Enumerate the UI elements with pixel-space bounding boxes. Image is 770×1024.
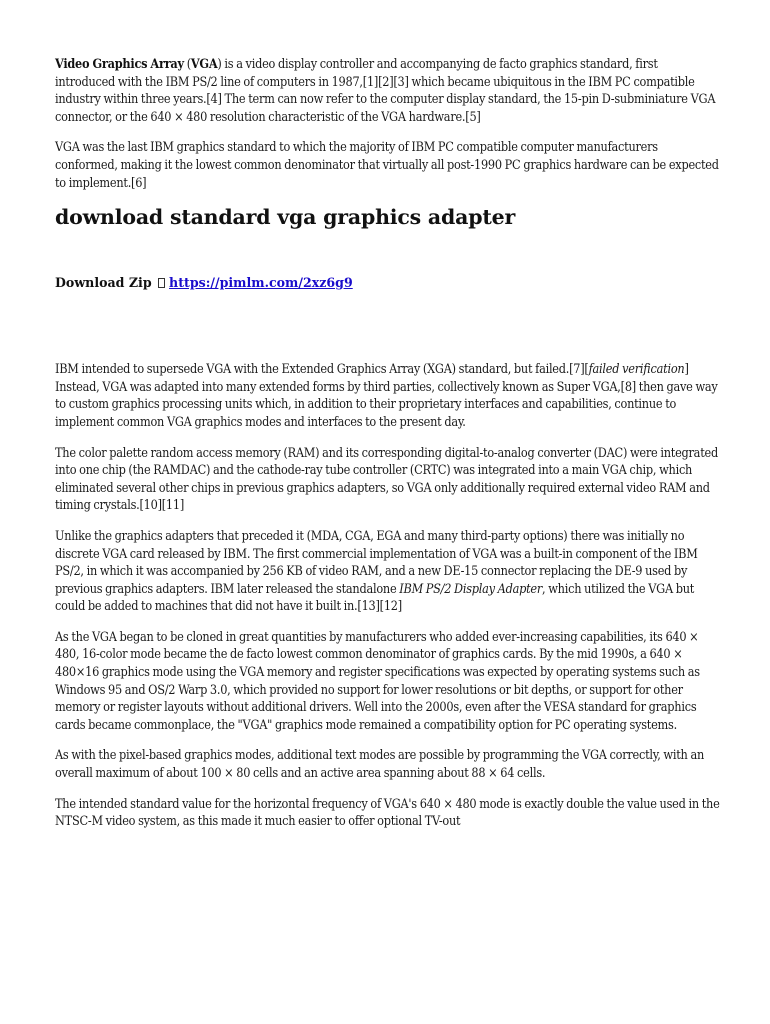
body-paragraph-ps2: Unlike the graphics adapters that preceded it (MDA, CGA, EGA and many third-party options) there was initially no discrete VGA card released by IBM. The first commercial implementation of VGA was a built-in component of the IBM PS/2, in which it was accompanied by 256 KB of video RAM, and a new DE-15 connector replacing the DE-9 used by previous graphics adapters. IBM later released the standalone IBM PS/2 Display Adapter, which utilized the VGA but could be added to machines that did not have it built in.[13][12]: [55, 527, 698, 614]
document-page: [55, 55, 720, 843]
failed-verification-note: failed verification: [588, 361, 685, 377]
term-vga: VGA: [190, 56, 218, 71]
body-paragraph-horizontal-frequency: The intended standard value for the horizontal frequency of VGA's 640 × 480 mode is exactly double the value used in the NTSC-M video system, as this made it much easier to offer optional TV-out: [55, 795, 720, 829]
body-paragraph-ramdac: The color palette random access memory (RAM) and its corresponding digital-to-analog converter (DAC) were integrated into one chip (the RAMDAC) and the cathode-ray tube controller (CRTC) was integrated into a main VGA chip, which eliminated several other chips in previous graphics adapters, so VGA only additionally required external video RAM and timing crystals.[10][11]: [55, 444, 718, 513]
article-body: [55, 360, 720, 830]
page-heading: download standard vga graphics adapter: [55, 205, 516, 230]
body-paragraph-xga: IBM intended to supersede VGA with the Extended Graphics Array (XGA) standard, but failed.[7][failed verification] Instead, VGA was adapted into many extended forms by third parties, collectively known as Super VGA,[8] then gave way to custom graphics processing units which, in addition to their proprietary interfaces and capabilities, continue to implement common VGA graphics modes and interfaces to the present day.: [55, 361, 718, 429]
body-paragraph-clones: As the VGA began to be cloned in great quantities by manufacturers who added ever-increasing capabilities, its 640 × 480, 16-color mode became the de facto lowest common denominator of graphics cards. By the mid 1990s, a 640 × 480×16 graphics mode using the VGA memory and register specifications was expected by operating systems such as Windows 95 and OS/2 Warp 3.0, which provided no support for lower resolutions or bit depths, or support for other memory or register layouts without additional drivers. Well into the 2000s, even after the VESA standard for graphics cards became commonplace, the "VGA" graphics mode remained a compatibility option for PC operating systems.: [55, 628, 700, 732]
display-adapter-title: IBM PS/2 Display Adapter: [399, 580, 543, 596]
intro-paragraph-1-text: ) is a video display controller and accompanying de facto graphics standard, first introduced with the IBM PS/2 line of computers in 1987,[1][2][3] which became ubiquitous in the IBM PC compatible industry within three years.[4] The term can now refer to the computer display standard, the 15-pin D-subminiature VGA connector, or the 640 × 480 resolution characteristic of the VGA hardware.[5]: [55, 56, 716, 124]
intro-paragraph-2: VGA was the last IBM graphics standard to which the majority of IBM PC compatible computer manufacturers conformed, making it the lowest common denominator that virtually all post-1990 PC graphics hardware can be expected to implement.[6]: [55, 139, 719, 190]
body-paragraph-text-modes: As with the pixel-based graphics modes, additional text modes are possible by programming the VGA correctly, with an overall maximum of about 100 × 80 cells and an active area spanning about 88 × 64 cells.: [55, 747, 704, 781]
download-line: [55, 274, 720, 292]
download-link[interactable]: https://pimlm.com/2xz6g9: [169, 275, 353, 291]
term-video-graphics-array: Video Graphics Array: [55, 56, 184, 71]
box-icon: [158, 278, 165, 288]
intro-paragraph-1: Video Graphics Array (VGA) is a video display controller and accompanying de facto graphics standard, first introduced with the IBM PS/2 line of computers in 1987,[1][2][3] which became ubiquitous in the IBM PC compatible industry within three years.[4] The term can now refer to the computer display standard, the 15-pin D-subminiature VGA connector, or the 640 × 480 resolution characteristic of the VGA hardware.[5]: [55, 56, 716, 124]
download-label: Download Zip: [55, 275, 152, 291]
